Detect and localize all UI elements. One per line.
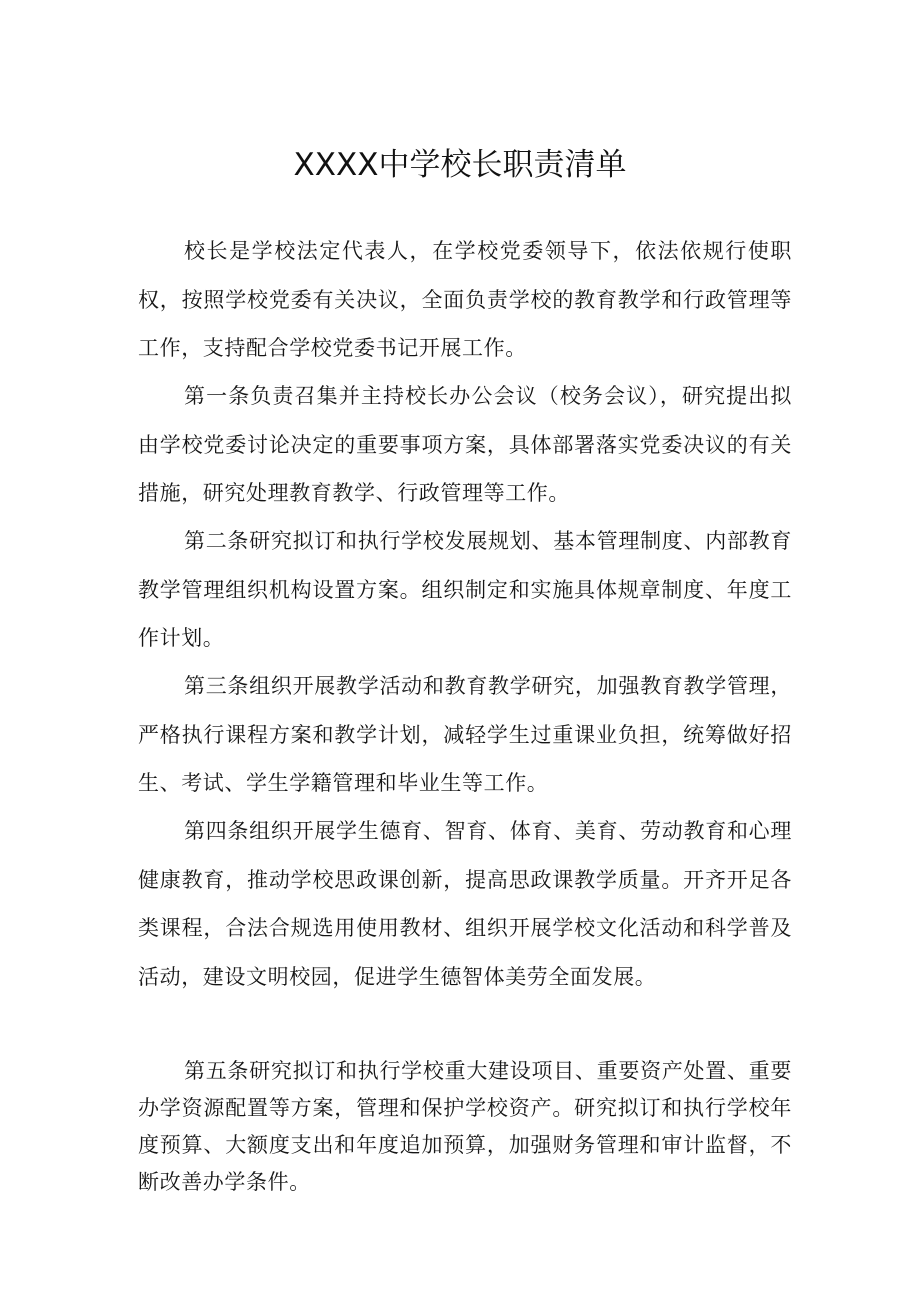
paragraph-article-5: 第五条研究拟订和执行学校重大建设项目、重要资产处置、重要办学资源配置等方案，管理和保护学校资产。研究拟订和执行学校年度预算、大额度支出和年度追加预算，加强财务管理和审计监督，不断改善办学条件。 (138, 1059, 792, 1194)
paragraph-article-4: 第四条组织开展学生德育、智育、体育、美育、劳动教育和心理健康教育，推动学校思政课创新，提高思政课教学质量。开齐开足各类课程，合法合规选用使用教材、组织开展学校文化活动和科学普及活动，建设文明校园，促进学生德智体美劳全面发展。 (138, 819, 792, 989)
paragraph-article-3: 第三条组织开展教学活动和教育教学研究，加强教育教学管理，严格执行课程方案和教学计划，减轻学生过重课业负担，统筹做好招生、考试、学生学籍管理和毕业生等工作。 (138, 674, 792, 795)
paragraph-article-2: 第二条研究拟订和执行学校发展规划、基本管理制度、内部教育教学管理组织机构设置方案。组织制定和实施具体规章制度、年度工作计划。 (138, 529, 792, 650)
paragraph-article-1: 第一条负责召集并主持校长办公会议（校务会议），研究提出拟由学校党委讨论决定的重要事项方案，具体部署落实党委决议的有关措施，研究处理教育教学、行政管理等工作。 (138, 384, 792, 505)
paragraph-intro: 校长是学校法定代表人，在学校党委领导下，依法依规行使职权，按照学校党委有关决议，全面负责学校的教育教学和行政管理等工作，支持配合学校党委书记开展工作。 (138, 239, 792, 360)
page-title: XXXX中学校长职责清单 (293, 146, 627, 183)
